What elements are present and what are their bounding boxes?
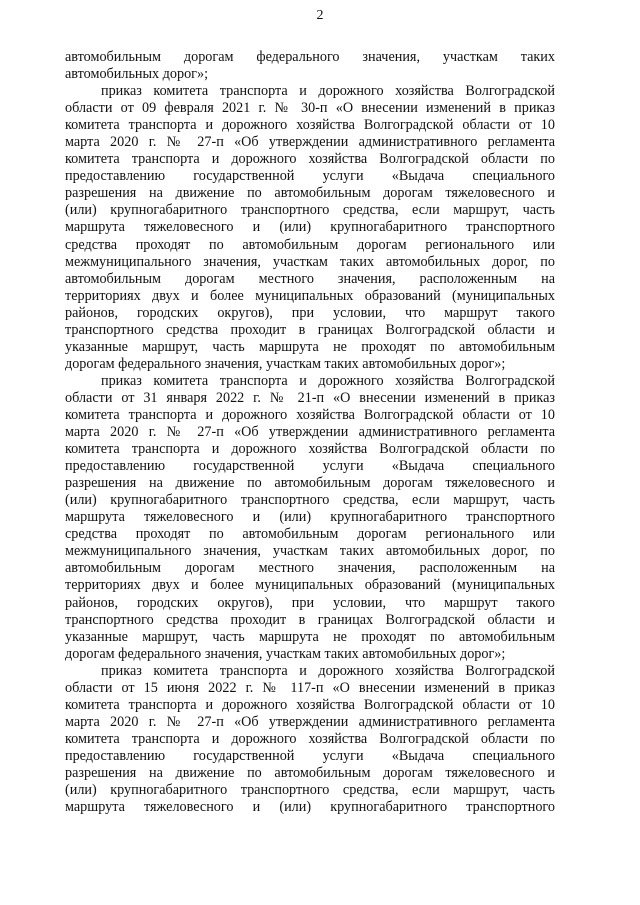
- text-line: (или) крупногабаритного транспортного средства, если маршрут, часть: [65, 492, 555, 509]
- text-line: автомобильным дорогам федерального значения, участкам таких: [65, 49, 555, 65]
- text-line: марта 2020 г. № 27-п «Об утверждении административного регламента: [65, 713, 555, 730]
- text-line: приказ комитета транспорта и дорожного хозяйства Волгоградской: [101, 372, 555, 389]
- text-line: средства проходят по автомобильным дорогам регионального или: [65, 526, 555, 543]
- text-line: указанные маршрут, часть маршрута не проходят по автомобильным: [65, 338, 555, 355]
- text-line: предоставлению государственной услуги «Выдача специального: [65, 747, 555, 764]
- document-body: [65, 49, 555, 816]
- text-line: марта 2020 г. № 27-п «Об утверждении административного регламента: [65, 134, 555, 151]
- text-line: разрешения на движение по автомобильным дорогам тяжеловесного и: [65, 764, 555, 781]
- text-line: области от 31 января 2022 г. № 21-п «О внесении изменений в приказ: [65, 389, 555, 406]
- text-line: районов, городских округов), при условии, что маршрут такого: [65, 594, 555, 611]
- text-line: указанные маршрут, часть маршрута не проходят по автомобильным: [65, 628, 555, 645]
- text-line: автомобильным дорогам местного значения, расположенным на: [65, 270, 555, 287]
- text-line: комитета транспорта и дорожного хозяйства Волгоградской области по: [65, 151, 555, 168]
- text-line: межмуниципального значения, участкам таких автомобильных дорог, по: [65, 543, 555, 560]
- text-line: межмуниципального значения, участкам таких автомобильных дорог, по: [65, 253, 555, 270]
- text-line: дорогам федерального значения, участкам таких автомобильных дорог»;: [65, 355, 506, 372]
- text-line: предоставлению государственной услуги «Выдача специального: [65, 458, 555, 475]
- text-line: районов, городских округов), при условии, что маршрут такого: [65, 304, 555, 321]
- text-line: автомобильным дорогам местного значения, расположенным на: [65, 560, 555, 577]
- text-line: предоставлению государственной услуги «Выдача специального: [65, 168, 555, 185]
- text-line: (или) крупногабаритного транспортного средства, если маршрут, часть: [65, 202, 555, 219]
- text-line: маршрута тяжеловесного и (или) крупногабаритного транспортного: [65, 509, 555, 526]
- text-line: разрешения на движение по автомобильным дорогам тяжеловесного и: [65, 475, 555, 492]
- text-line: области от 09 февраля 2021 г. № 30-п «О внесении изменений в приказ: [65, 100, 555, 117]
- text-line: маршрута тяжеловесного и (или) крупногабаритного транспортного: [65, 799, 555, 816]
- text-line: комитета транспорта и дорожного хозяйства Волгоградской области от 10: [65, 117, 555, 134]
- text-line: (или) крупногабаритного транспортного средства, если маршрут, часть: [65, 782, 555, 799]
- text-line: транспортного средства проходит в границах Волгоградской области и: [65, 611, 555, 628]
- text-line: комитета транспорта и дорожного хозяйства Волгоградской области от 10: [65, 696, 555, 713]
- text-line: дорогам федерального значения, участкам таких автомобильных дорог»;: [65, 645, 506, 662]
- text-line: территориях двух и более муниципальных образований (муниципальных: [65, 577, 555, 594]
- text-line: марта 2020 г. № 27-п «Об утверждении административного регламента: [65, 424, 555, 441]
- text-line: транспортного средства проходит в границах Волгоградской области и: [65, 321, 555, 338]
- page-number: 2: [316, 8, 324, 23]
- text-line: маршрута тяжеловесного и (или) крупногабаритного транспортного: [65, 219, 555, 236]
- text-line: средства проходят по автомобильным дорогам регионального или: [65, 236, 555, 253]
- text-line: области от 15 июня 2022 г. № 117-п «О внесении изменений в приказ: [65, 679, 555, 696]
- text-line: комитета транспорта и дорожного хозяйства Волгоградской области по: [65, 730, 555, 747]
- text-line: автомобильных дорог»;: [65, 66, 209, 83]
- text-line: разрешения на движение по автомобильным дорогам тяжеловесного и: [65, 185, 555, 202]
- text-line: приказ комитета транспорта и дорожного хозяйства Волгоградской: [101, 83, 555, 100]
- text-line: комитета транспорта и дорожного хозяйства Волгоградской области по: [65, 441, 555, 458]
- text-line: территориях двух и более муниципальных образований (муниципальных: [65, 287, 555, 304]
- text-line: приказ комитета транспорта и дорожного хозяйства Волгоградской: [101, 662, 555, 679]
- text-line: комитета транспорта и дорожного хозяйства Волгоградской области от 10: [65, 406, 555, 423]
